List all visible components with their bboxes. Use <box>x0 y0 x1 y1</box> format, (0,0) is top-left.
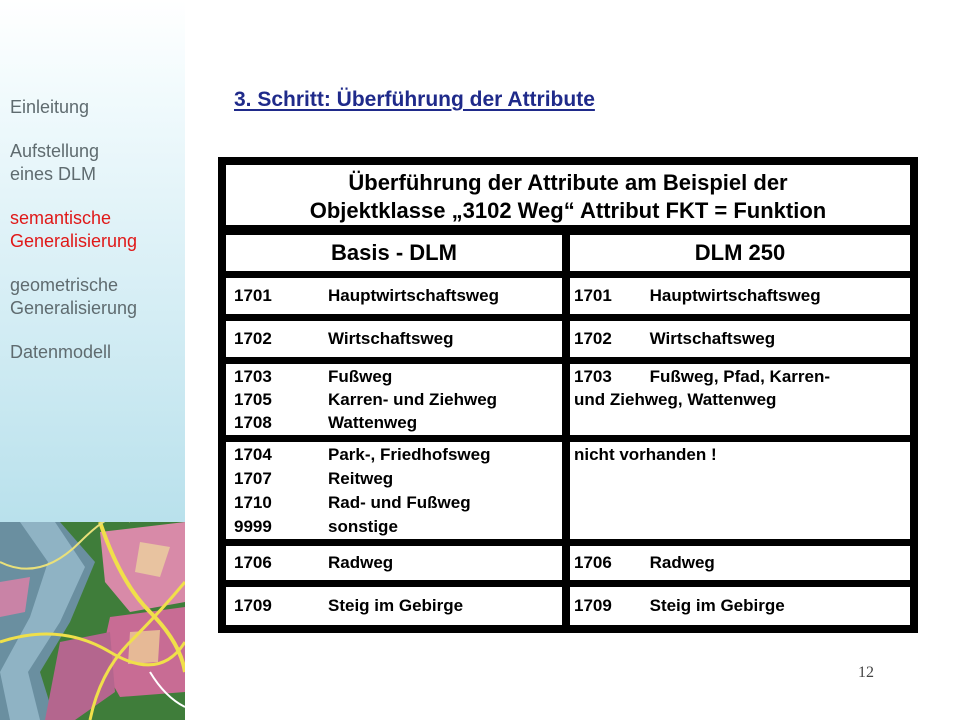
table-caption-line2: Objektklasse „3102 Weg“ Attribut FKT = Funktion <box>309 198 827 223</box>
column-header-basis-dlm <box>224 233 564 273</box>
name: Karren- und Ziehweg <box>328 390 498 409</box>
code: 1709 <box>234 596 272 615</box>
value: nicht vorhanden ! <box>574 445 717 464</box>
name: sonstige <box>328 517 398 536</box>
table-row-right <box>568 276 912 316</box>
map-image <box>0 522 185 720</box>
name: Steig im Gebirge <box>328 596 464 615</box>
code: 1708 <box>234 413 272 432</box>
table-row-left <box>224 440 564 541</box>
name: Rad- und Fußweg <box>328 493 471 512</box>
value: 1701 Hauptwirtschaftsweg <box>574 286 821 305</box>
table-caption <box>224 163 912 227</box>
table-row-right <box>568 362 912 437</box>
column-header-dlm250 <box>568 233 912 273</box>
table-row-left <box>224 319 564 359</box>
table-row-right <box>568 544 912 582</box>
name: Hauptwirtschaftsweg <box>328 286 499 305</box>
code: 1701 <box>234 286 272 305</box>
column-header-basis-dlm-label: Basis - DLM <box>331 240 457 265</box>
code: 1703 <box>234 367 272 386</box>
name: Fußweg <box>328 367 393 386</box>
table-caption-line1: Überführung der Attribute am Beispiel der <box>348 170 788 195</box>
value: 1702 Wirtschaftsweg <box>574 329 776 348</box>
column-header-dlm250-label: DLM 250 <box>694 240 786 265</box>
code: 1702 <box>234 329 272 348</box>
sidebar-nav <box>10 96 185 385</box>
value: 1703 Fußweg, Pfad, Karren- <box>574 367 831 386</box>
code: 1705 <box>234 390 272 409</box>
sidebar <box>0 0 185 720</box>
name: Reitweg <box>328 469 394 488</box>
name: Wirtschaftsweg <box>328 329 454 348</box>
code: 1710 <box>234 493 272 512</box>
nav-item-einleitung[interactable]: Einleitung <box>10 97 90 117</box>
page-number: 12 <box>858 664 874 681</box>
nav-item-geometrische-generalisierung[interactable]: geometrische Generalisierung <box>10 275 138 318</box>
code: 1707 <box>234 469 272 488</box>
code: 1704 <box>234 445 272 464</box>
table-row-right <box>568 440 912 541</box>
name: Park-, Friedhofsweg <box>328 445 491 464</box>
value: und Ziehweg, Wattenweg <box>574 390 777 409</box>
name: Wattenweg <box>328 413 418 432</box>
slide-title: 3. Schritt: Überführung der Attribute <box>234 88 595 111</box>
table-row-left <box>224 544 564 582</box>
table-row-left <box>224 362 564 437</box>
nav-item-aufstellung[interactable]: Aufstellung eines DLM <box>10 141 100 184</box>
table-row-left <box>224 585 564 627</box>
table-row-right <box>568 319 912 359</box>
table-row-right <box>568 585 912 627</box>
value: 1709 Steig im Gebirge <box>574 596 785 615</box>
nav-item-datenmodell[interactable]: Datenmodell <box>10 342 112 362</box>
nav-item-semantische-generalisierung[interactable]: semantische Generalisierung <box>10 208 138 251</box>
value: 1706 Radweg <box>574 553 715 572</box>
code: 9999 <box>234 517 272 536</box>
table-row-left <box>224 276 564 316</box>
code: 1706 <box>234 553 272 572</box>
attribute-table <box>218 157 918 633</box>
name: Radweg <box>328 553 394 572</box>
